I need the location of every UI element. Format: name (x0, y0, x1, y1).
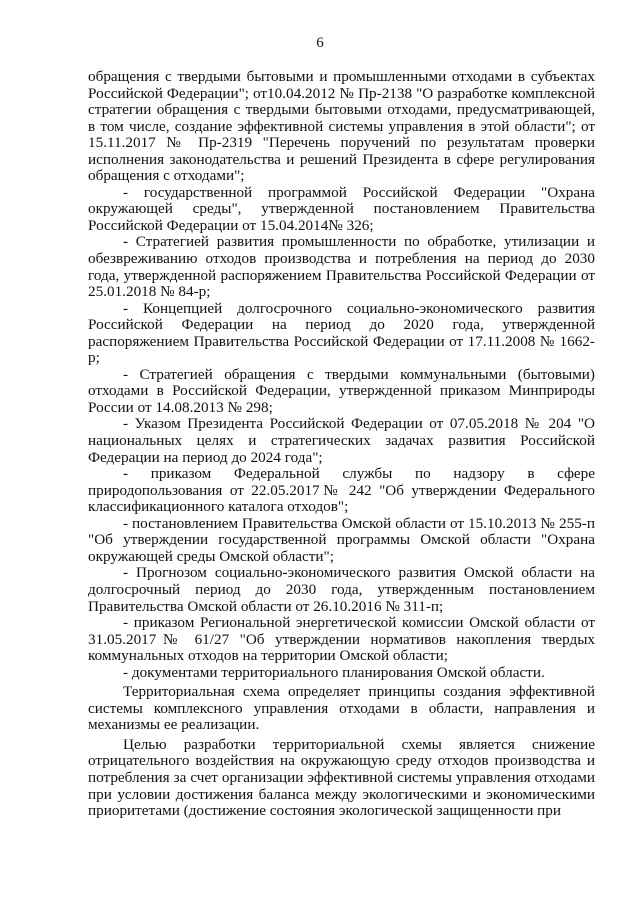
list-item-energy-commission-order: - приказом Региональной энергетической комиссии Омской области от 31.05.2017№ 61/27 "Об утверждении нормативов накопления твердых коммунальных отходов на территории Омской области; (88, 614, 595, 665)
list-item-waste-strategy: - Стратегией обращения с твердыми коммунальными (бытовыми) отходами в Российской Федерации, утвержденной приказом Минприроды России от 14.08.2013 № 298; (88, 365, 595, 416)
paragraph-territorial-scheme: Территориальная схема определяет принципы создания эффективной системы комплексного управления отходами в области, направления и механизмы ее реализации. (88, 683, 595, 734)
list-item-omsk-forecast: - Прогнозом социально-экономического развития Омской области на долгосрочный период до 2030 года, утвержденным постановлением Правительства Омской области от 26.10.2016 № 311-п; (88, 564, 595, 615)
paragraph-scheme-goal: Целью разработки территориальной схемы является снижение отрицательного воздействия на окружающую среду отходов производства и потребления за счет организации эффективной системы управления отходами при условии достижения баланса между экологическими и экономическими приоритетами (достижение состояния экологической защищенности при (88, 735, 595, 820)
list-item-industry-strategy: - Стратегией развития промышленности по обработке, утилизации и обезвреживанию отходов производства и потребления на период до 2030 года, утвержденной распоряжением Правительства Российской Федерации от 25.01.2018 № 84-р; (88, 233, 595, 301)
list-item-state-program: - государственной программой Российской Федерации "Охрана окружающей среды", утвержденной постановлением Правительства Российской Федерации от 15.04.2014№ 326; (88, 183, 595, 234)
list-item-presidential-decree: - Указом Президента Российской Федерации от 07.05.2018 № 204 "О национальных целях и стратегических задачах развития Российской Федерации на период до 2024 года"; (88, 415, 595, 466)
page-number: 6 (316, 35, 324, 51)
list-item-territorial-planning: - документами территориального планирования Омской области. (123, 663, 545, 681)
list-item-omsk-resolution: - постановлением Правительства Омской области от 15.10.2013 № 255-п "Об утверждении государственной программы Омской области "Охрана окружающей среды Омской области"; (88, 514, 595, 565)
list-item-waste-catalog-order: - приказом Федеральной службы по надзору в сфере природопользования от 22.05.2017№ 242 "Об утверждении Федерального классификационного каталога отходов"; (88, 465, 595, 516)
document-body (88, 69, 595, 820)
paragraph-1: обращения с твердыми бытовыми и промышленными отходами в субъектах Российской Федерации"; от10.04.2012 № Пр-2138 "О разработке комплексной стратегии обращения с твердыми бытовыми отходами, предусматривающей, в том числе, создание эффективной системы управления в этой области"; от 15.11.2017 № Пр-2319 "Перечень поручений по результатам проверки исполнения законодательства и решений Президента в сфере регулирования обращения с отходами"; (88, 68, 595, 185)
list-item-development-concept: - Концепцией долгосрочного социально-экономического развития Российской Федерации на период до 2020 года, утвержденной распоряжением Правительства Российской Федерации от 17.11.2008 № 1662-р; (88, 299, 595, 367)
